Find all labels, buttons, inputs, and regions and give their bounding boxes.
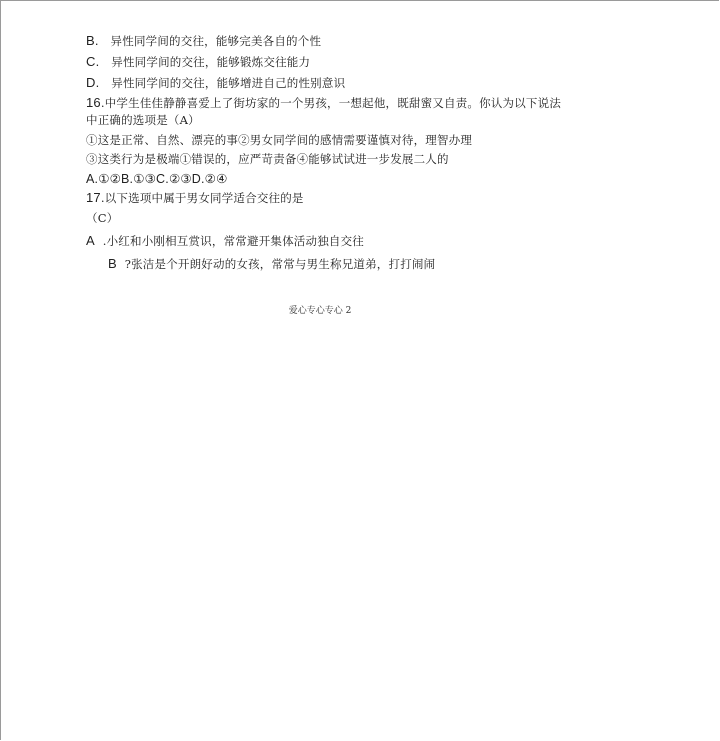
statements-line-1 — [86, 132, 472, 148]
question-17-option-a-text: .小红和小刚相互赏识，常常避开集体活动独自交往 — [102, 234, 364, 248]
question-17-option-a-marker: A — [86, 233, 95, 248]
option-d-marker: D. — [86, 75, 100, 90]
question-16-answer: 中正确的选项是（A） — [86, 113, 200, 127]
question-17-answer: （C） — [86, 211, 119, 225]
option-c-text: 异性同学间的交往，能够锻炼交往能力 — [111, 55, 311, 69]
option-d-line — [86, 75, 345, 91]
question-17-text: .以下选项中属于男女同学适合交往的是 — [100, 191, 304, 205]
question-16-option-list: A.①②B.①③C.②③D.②④ — [86, 172, 228, 186]
option-b-marker: B. — [86, 33, 99, 48]
statements-line-2 — [86, 151, 449, 167]
question-17-option-a-line — [86, 233, 364, 249]
option-c-line — [86, 54, 310, 70]
option-b-line — [86, 33, 321, 49]
statements-3-4: ③这类行为是极端①错误的，应严苛责备④能够试试进一步发展二人的 — [86, 152, 449, 166]
question-16-number: 16 — [86, 95, 101, 110]
question-17-line — [86, 190, 304, 206]
question-17-number: 17 — [86, 190, 101, 205]
question-16-text: .中学生佳佳静静喜爱上了街坊家的一个男孩，一想起他，既甜蜜又自责。你认为以下说法 — [100, 96, 562, 110]
question-16-options — [86, 171, 227, 187]
question-17-option-b-marker: B — [108, 256, 117, 271]
question-17-option-b-line — [108, 256, 435, 272]
option-c-marker: C. — [86, 54, 100, 69]
question-17-option-b-text: ?张洁是个开朗好动的女孩，常常与男生称兄道弟，打打闹闹 — [124, 257, 436, 271]
question-16-continuation — [86, 112, 200, 128]
question-16-line — [86, 95, 561, 111]
statements-1-2: ①这是正常、自然、漂亮的事②男女同学间的感情需要谨慎对待，理智办理 — [86, 133, 473, 147]
option-d-text: 异性同学间的交往，能够增进自己的性别意识 — [111, 76, 346, 90]
option-b-text: 异性同学间的交往，能够完美各自的个性 — [110, 34, 322, 48]
question-17-answer-line — [86, 210, 118, 226]
page-footer: 爱心专心专心 2 — [288, 306, 352, 316]
